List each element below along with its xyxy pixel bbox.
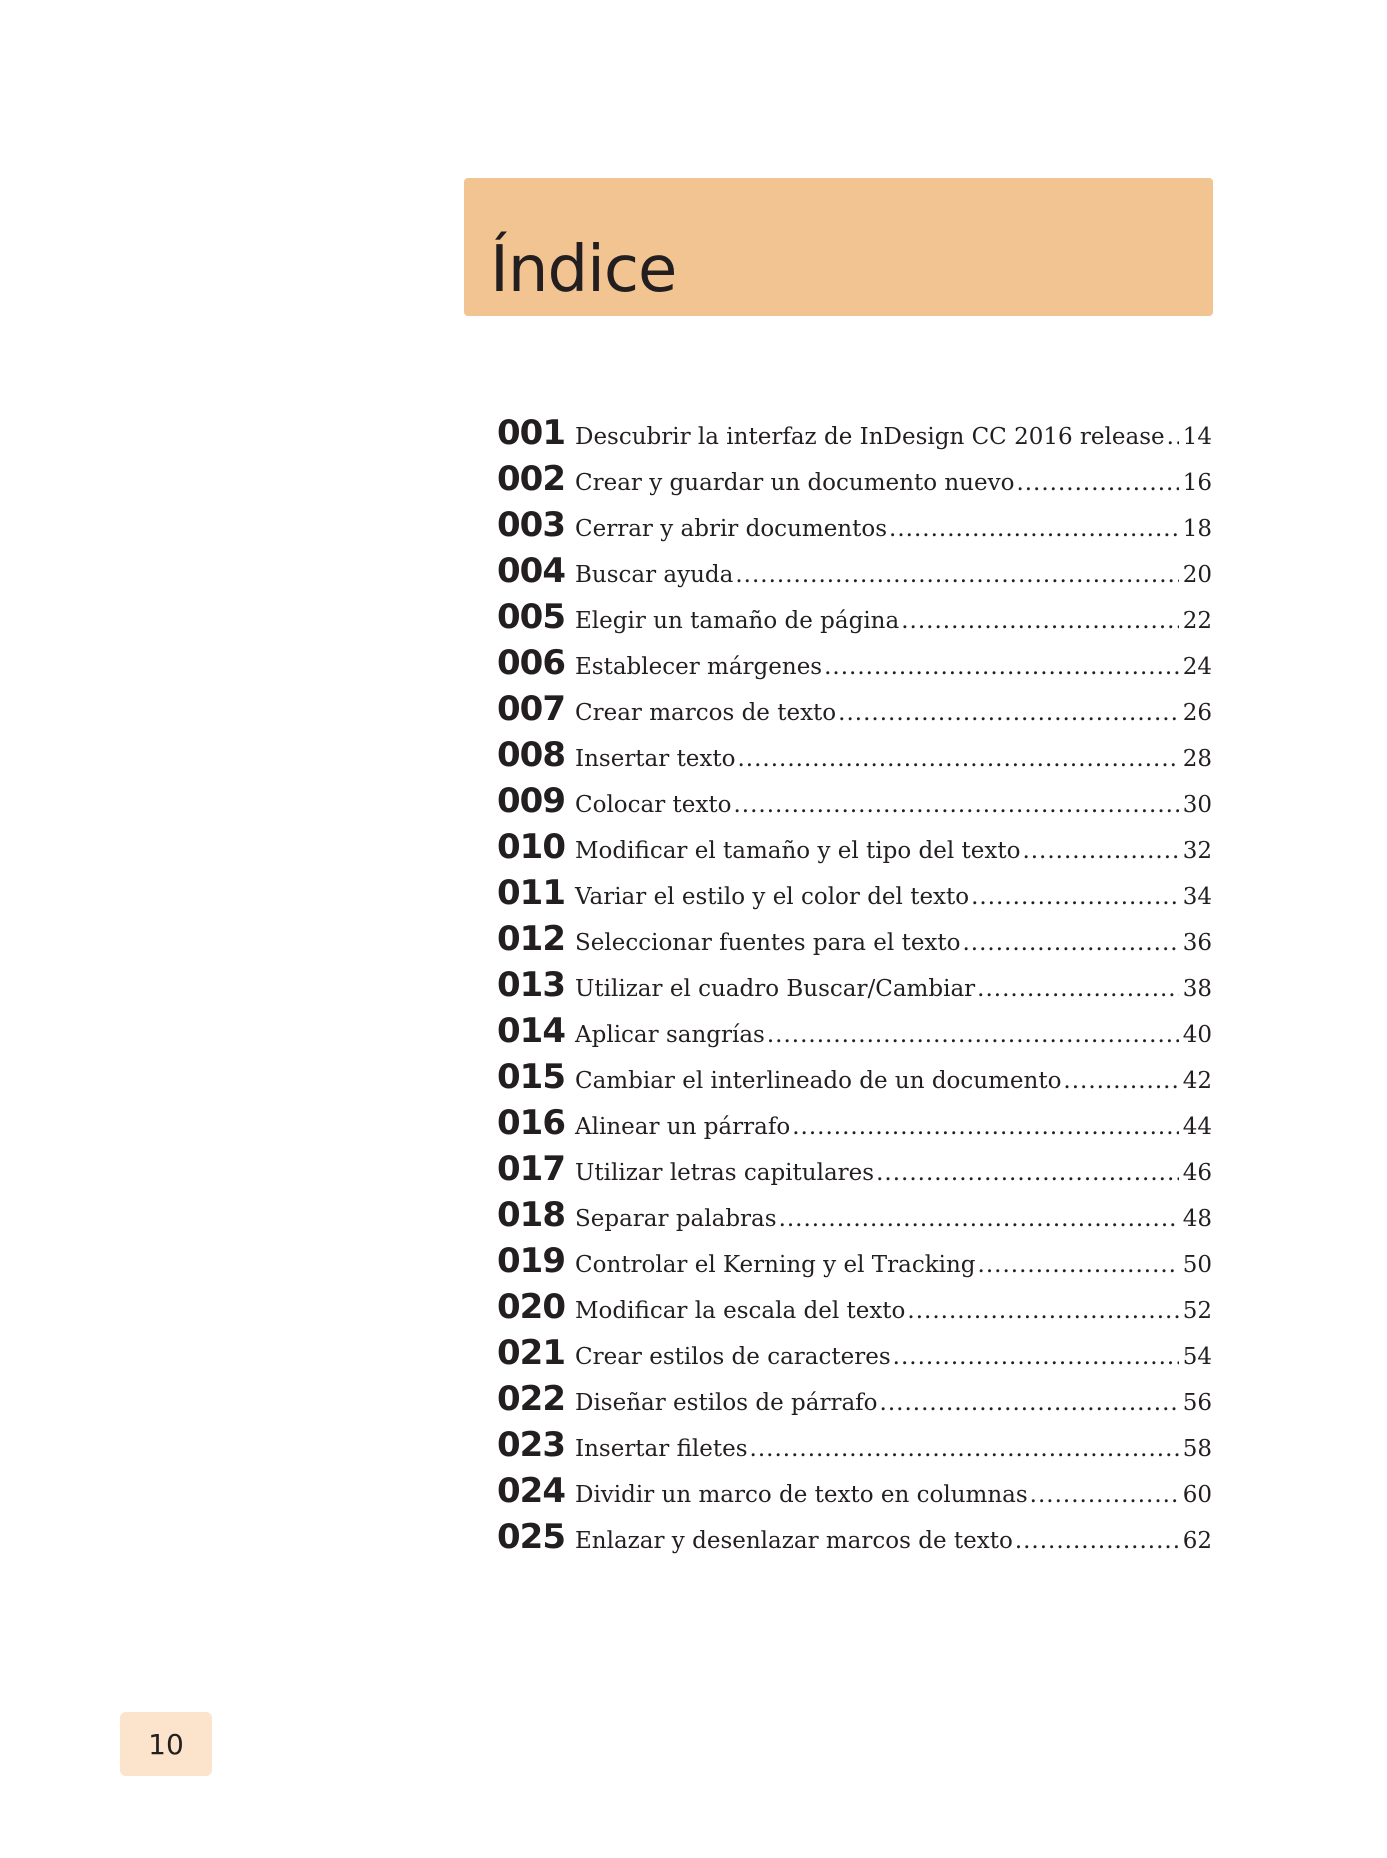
toc-entry-title: Crear estilos de caracteres xyxy=(575,1344,891,1370)
toc-entry[interactable] xyxy=(497,1425,1212,1471)
toc-entry[interactable] xyxy=(497,551,1212,597)
toc-entry-number: 023 xyxy=(497,1425,565,1465)
toc-entry[interactable] xyxy=(497,873,1212,919)
toc-entry-page: 58 xyxy=(1182,1436,1212,1462)
toc-entry-number: 018 xyxy=(497,1195,565,1235)
toc-dot-leader xyxy=(1063,1068,1178,1094)
toc-entry[interactable] xyxy=(497,1471,1212,1517)
toc-entry[interactable] xyxy=(497,1517,1212,1563)
toc-entry-page: 24 xyxy=(1182,654,1212,680)
toc-entry-number: 024 xyxy=(497,1471,565,1511)
toc-entry[interactable] xyxy=(497,1011,1212,1057)
toc-entry-title: Variar el estilo y el color del texto xyxy=(575,884,970,910)
toc-entry-title: Modificar la escala del texto xyxy=(575,1298,906,1324)
toc-entry-page: 52 xyxy=(1182,1298,1212,1324)
toc-entry-title: Aplicar sangrías xyxy=(575,1022,765,1048)
toc-entry-number: 010 xyxy=(497,827,565,867)
toc-dot-leader xyxy=(889,516,1179,542)
toc-dot-leader xyxy=(1016,470,1178,496)
toc-entry-title: Modificar el tamaño y el tipo del texto xyxy=(575,838,1021,864)
toc-dot-leader xyxy=(1030,1482,1179,1508)
toc-dot-leader xyxy=(901,608,1179,634)
toc-entry-page: 16 xyxy=(1182,470,1212,496)
toc-dot-leader xyxy=(735,562,1178,588)
toc-entry-title: Enlazar y desenlazar marcos de texto xyxy=(575,1528,1013,1554)
toc-entry-title: Utilizar letras capitulares xyxy=(575,1160,875,1186)
toc-entry-page: 62 xyxy=(1182,1528,1212,1554)
toc-entry-page: 50 xyxy=(1182,1252,1212,1278)
toc-dot-leader xyxy=(1167,424,1179,450)
toc-entry[interactable] xyxy=(497,1103,1212,1149)
toc-entry[interactable] xyxy=(497,781,1212,827)
toc-entry-number: 021 xyxy=(497,1333,565,1373)
toc-entry-number: 008 xyxy=(497,735,565,775)
toc-dot-leader xyxy=(893,1344,1179,1370)
toc-dot-leader xyxy=(876,1160,1179,1186)
toc-entry-title: Controlar el Kerning y el Tracking xyxy=(575,1252,976,1278)
toc-entry-number: 014 xyxy=(497,1011,565,1051)
toc-entry-number: 011 xyxy=(497,873,565,913)
toc-dot-leader xyxy=(977,976,1179,1002)
toc-entry-page: 30 xyxy=(1182,792,1212,818)
toc-entry-title: Crear y guardar un documento nuevo xyxy=(575,470,1015,496)
toc-entry[interactable] xyxy=(497,689,1212,735)
toc-entry-title: Elegir un tamaño de página xyxy=(575,608,900,634)
toc-entry-number: 012 xyxy=(497,919,565,959)
toc-entry-page: 46 xyxy=(1182,1160,1212,1186)
toc-entry-page: 44 xyxy=(1182,1114,1212,1140)
toc-entry-number: 004 xyxy=(497,551,565,591)
toc-entry-page: 48 xyxy=(1182,1206,1212,1232)
toc-entry-title: Separar palabras xyxy=(575,1206,777,1232)
toc-entry[interactable] xyxy=(497,1287,1212,1333)
toc-entry[interactable] xyxy=(497,1333,1212,1379)
toc-entry[interactable] xyxy=(497,1241,1212,1287)
toc-dot-leader xyxy=(733,792,1178,818)
toc-entry[interactable] xyxy=(497,413,1212,459)
toc-entry-title: Diseñar estilos de párrafo xyxy=(575,1390,878,1416)
toc-dot-leader xyxy=(824,654,1179,680)
toc-entry-title: Crear marcos de texto xyxy=(575,700,837,726)
toc-entry-number: 013 xyxy=(497,965,565,1005)
toc-entry-number: 022 xyxy=(497,1379,565,1419)
toc-entry-page: 56 xyxy=(1182,1390,1212,1416)
toc-entry-title: Alinear un párrafo xyxy=(575,1114,791,1140)
toc-entry-page: 26 xyxy=(1182,700,1212,726)
toc-entry-page: 38 xyxy=(1182,976,1212,1002)
toc-entry[interactable] xyxy=(497,1195,1212,1241)
toc-entry-title: Seleccionar fuentes para el texto xyxy=(575,930,961,956)
toc-dot-leader xyxy=(971,884,1179,910)
toc-entry-title: Insertar texto xyxy=(575,746,736,772)
page-title: Índice xyxy=(490,233,677,307)
toc-entry-page: 28 xyxy=(1182,746,1212,772)
toc-entry-page: 20 xyxy=(1182,562,1212,588)
toc-entry-page: 54 xyxy=(1182,1344,1212,1370)
toc-entry-number: 003 xyxy=(497,505,565,545)
toc-entry-title: Colocar texto xyxy=(575,792,732,818)
toc-entry[interactable] xyxy=(497,1149,1212,1195)
toc-entry-number: 016 xyxy=(497,1103,565,1143)
toc-entry[interactable] xyxy=(497,597,1212,643)
toc-dot-leader xyxy=(963,930,1179,956)
toc-entry-number: 006 xyxy=(497,643,565,683)
toc-dot-leader xyxy=(792,1114,1179,1140)
page-number: 10 xyxy=(120,1712,212,1776)
toc-dot-leader xyxy=(1022,838,1178,864)
table-of-contents xyxy=(497,413,1212,1563)
toc-entry[interactable] xyxy=(497,1379,1212,1425)
toc-entry[interactable] xyxy=(497,919,1212,965)
toc-entry-page: 40 xyxy=(1182,1022,1212,1048)
toc-entry-number: 017 xyxy=(497,1149,565,1189)
toc-entry-title: Buscar ayuda xyxy=(575,562,734,588)
toc-dot-leader xyxy=(880,1390,1179,1416)
toc-entry[interactable] xyxy=(497,1057,1212,1103)
toc-entry-title: Establecer márgenes xyxy=(575,654,823,680)
toc-dot-leader xyxy=(767,1022,1179,1048)
toc-entry[interactable] xyxy=(497,827,1212,873)
toc-entry-number: 020 xyxy=(497,1287,565,1327)
index-title-band xyxy=(464,178,1213,316)
toc-entry[interactable] xyxy=(497,965,1212,1011)
toc-entry-page: 36 xyxy=(1182,930,1212,956)
toc-entry-page: 60 xyxy=(1182,1482,1212,1508)
toc-entry-page: 22 xyxy=(1182,608,1212,634)
toc-entry-page: 32 xyxy=(1182,838,1212,864)
toc-entry-title: Dividir un marco de texto en columnas xyxy=(575,1482,1028,1508)
toc-entry-title: Utilizar el cuadro Buscar/Cambiar xyxy=(575,976,976,1002)
toc-entry-number: 001 xyxy=(497,413,565,453)
toc-entry-title: Cambiar el interlineado de un documento xyxy=(575,1068,1062,1094)
toc-dot-leader xyxy=(838,700,1179,726)
toc-entry[interactable] xyxy=(497,735,1212,781)
toc-dot-leader xyxy=(907,1298,1178,1324)
toc-entry-number: 005 xyxy=(497,597,565,637)
toc-dot-leader xyxy=(779,1206,1179,1232)
toc-dot-leader xyxy=(750,1436,1179,1462)
toc-dot-leader xyxy=(1015,1528,1179,1554)
toc-entry-page: 14 xyxy=(1182,424,1212,450)
toc-entry-number: 015 xyxy=(497,1057,565,1097)
toc-entry-title: Descubrir la interfaz de InDesign CC 2016 release xyxy=(575,424,1165,450)
toc-entry-number: 002 xyxy=(497,459,565,499)
toc-entry-number: 009 xyxy=(497,781,565,821)
toc-entry[interactable] xyxy=(497,459,1212,505)
toc-entry-title: Cerrar y abrir documentos xyxy=(575,516,888,542)
toc-dot-leader xyxy=(737,746,1178,772)
toc-dot-leader xyxy=(978,1252,1179,1278)
toc-entry-page: 42 xyxy=(1182,1068,1212,1094)
toc-entry[interactable] xyxy=(497,643,1212,689)
toc-entry-page: 34 xyxy=(1182,884,1212,910)
toc-entry[interactable] xyxy=(497,505,1212,551)
toc-entry-title: Insertar filetes xyxy=(575,1436,748,1462)
toc-entry-number: 025 xyxy=(497,1517,565,1557)
toc-entry-number: 019 xyxy=(497,1241,565,1281)
toc-entry-page: 18 xyxy=(1182,516,1212,542)
toc-entry-number: 007 xyxy=(497,689,565,729)
